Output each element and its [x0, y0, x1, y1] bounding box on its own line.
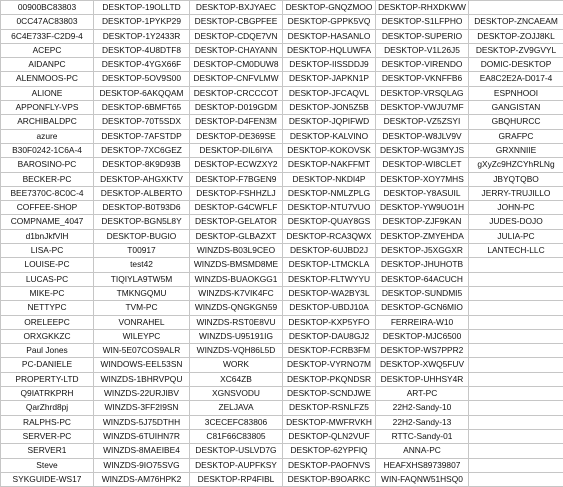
table-cell[interactable]: DESKTOP-F7BGEN9: [190, 172, 283, 186]
table-cell[interactable]: DESKTOP-D4FEN3M: [190, 115, 283, 129]
table-cell[interactable]: DESKTOP-SUPERIO: [376, 29, 469, 43]
table-row: [1, 329, 563, 343]
table-cell[interactable]: DESKTOP-LTMCKLA: [283, 258, 376, 272]
table-cell[interactable]: DESKTOP-USLVD7G: [190, 444, 283, 458]
table-row: [1, 158, 563, 172]
table-cell[interactable]: EA8C2E2A-D017-4: [469, 72, 563, 86]
table-cell[interactable]: WINZDS-AM76HPK2: [94, 472, 190, 486]
table-cell[interactable]: WINDOWS-EEL53SN: [94, 358, 190, 372]
table-cell[interactable]: LISA-PC: [1, 244, 94, 258]
table-cell[interactable]: azure: [1, 129, 94, 143]
table-row: [1, 15, 563, 29]
table-cell[interactable]: WINZDS-3FF2I9SN: [94, 401, 190, 415]
table-cell[interactable]: DESKTOP-GCN6MIO: [376, 301, 469, 315]
table-cell[interactable]: [469, 258, 563, 272]
table-cell[interactable]: DESKTOP-KOKOVSK: [283, 143, 376, 157]
table-row: [1, 72, 563, 86]
table-cell[interactable]: [469, 458, 563, 472]
table-cell[interactable]: WINZDS-22URJIBV: [94, 387, 190, 401]
table-cell[interactable]: DESKTOP-62YPFIQ: [283, 444, 376, 458]
table-row: [1, 1, 563, 15]
table-cell[interactable]: DESKTOP-4YGX66F: [94, 58, 190, 72]
table-cell[interactable]: WINZDS-VQH86L5D: [190, 344, 283, 358]
table-cell[interactable]: DESKTOP-V1L26J5: [376, 43, 469, 57]
table-row: [1, 201, 563, 215]
table-cell[interactable]: DESKTOP-JFCAQVL: [283, 86, 376, 100]
table-cell[interactable]: XC64ZB: [190, 372, 283, 386]
table-cell[interactable]: 0CC47AC83803: [1, 15, 94, 29]
table-cell[interactable]: DESKTOP-MWFRVKH: [283, 415, 376, 429]
table-cell[interactable]: [469, 344, 563, 358]
table-cell[interactable]: DESKTOP-BUGIO: [94, 229, 190, 243]
table-cell[interactable]: DESKTOP-ZV9GVYL: [469, 43, 563, 57]
table-cell[interactable]: DESKTOP-KXP5YFO: [283, 315, 376, 329]
table-cell[interactable]: DESKTOP-4U8DTF8: [94, 43, 190, 57]
table-cell[interactable]: WINZDS-6TUIHN7R: [94, 429, 190, 443]
table-cell[interactable]: DESKTOP-5OV9S00: [94, 72, 190, 86]
table-cell[interactable]: ART-PC: [376, 387, 469, 401]
table-cell[interactable]: DESKTOP-VYRNO7M: [283, 358, 376, 372]
table-cell[interactable]: DESKTOP-SCNDJWE: [283, 387, 376, 401]
table-cell[interactable]: C81F66C83805: [190, 429, 283, 443]
table-cell[interactable]: DESKTOP-DIL6IYA: [190, 143, 283, 157]
table-row: [1, 415, 563, 429]
table-cell[interactable]: DESKTOP-RCA3QWX: [283, 229, 376, 243]
table-cell[interactable]: DESKTOP-CHAYANN: [190, 43, 283, 57]
table-cell[interactable]: COMPNAME_4047: [1, 215, 94, 229]
table-cell[interactable]: DESKTOP-GPPK5VQ: [283, 15, 376, 29]
table-row: [1, 115, 563, 129]
table-cell[interactable]: LOUISE-PC: [1, 258, 94, 272]
table-row: [1, 286, 563, 300]
table-cell[interactable]: JBYQTQBO: [469, 172, 563, 186]
table-cell[interactable]: DESKTOP-ALBERTO: [94, 186, 190, 200]
table-cell[interactable]: DESKTOP-CBGPFEE: [190, 15, 283, 29]
table-cell[interactable]: DESKTOP-VZ5ZSYI: [376, 115, 469, 129]
table-cell[interactable]: DOMIC-DESKTOP: [469, 58, 563, 72]
table-cell[interactable]: PROPERTY-LTD: [1, 372, 94, 386]
table-cell[interactable]: DESKTOP-CDQE7VN: [190, 29, 283, 43]
table-cell[interactable]: 6C4E733F-C2D9-4: [1, 29, 94, 43]
table-cell[interactable]: B30F0242-1C6A-4: [1, 143, 94, 157]
table-cell[interactable]: FERREIRA-W10: [376, 315, 469, 329]
table-cell[interactable]: DESKTOP-6BMFT65: [94, 101, 190, 115]
table-cell[interactable]: DESKTOP-JAPKN1P: [283, 72, 376, 86]
table-cell[interactable]: XGNSVODU: [190, 387, 283, 401]
table-cell[interactable]: DESKTOP-FLTWYYU: [283, 272, 376, 286]
table-cell[interactable]: WINZDS-8MAEIBE4: [94, 444, 190, 458]
table-cell[interactable]: BECKER-PC: [1, 172, 94, 186]
table-row: [1, 58, 563, 72]
table-row: [1, 143, 563, 157]
table-cell[interactable]: [469, 272, 563, 286]
table-row: [1, 86, 563, 100]
table-cell[interactable]: DESKTOP-MJC6500: [376, 329, 469, 343]
table-cell[interactable]: COFFEE-SHOP: [1, 201, 94, 215]
table-cell[interactable]: DESKTOP-FSHHZLJ: [190, 186, 283, 200]
table-cell[interactable]: 22H2-Sandy-13: [376, 415, 469, 429]
table-cell[interactable]: DESKTOP-RSNLFZ5: [283, 401, 376, 415]
table-cell[interactable]: DESKTOP-W8JLV9V: [376, 129, 469, 143]
table-cell[interactable]: DESKTOP-1PYKP29: [94, 15, 190, 29]
table-cell[interactable]: WINZDS-BMSMD8ME: [190, 258, 283, 272]
table-cell[interactable]: [469, 358, 563, 372]
table-row: [1, 429, 563, 443]
table-cell[interactable]: GBQHURCC: [469, 115, 563, 129]
table-row: [1, 272, 563, 286]
table-cell[interactable]: DESKTOP-8K9D93B: [94, 158, 190, 172]
table-cell[interactable]: VONRAHEL: [94, 315, 190, 329]
table-cell[interactable]: BAROSINO-PC: [1, 158, 94, 172]
table-cell[interactable]: DESKTOP-ZJF9KAN: [376, 215, 469, 229]
table-cell[interactable]: DESKTOP-7XC6GEZ: [94, 143, 190, 157]
table-cell[interactable]: LUCAS-PC: [1, 272, 94, 286]
table-cell[interactable]: DESKTOP-G4CWFLF: [190, 201, 283, 215]
table-cell[interactable]: DESKTOP-GELATOR: [190, 215, 283, 229]
table-cell[interactable]: DESKTOP-PKQNDSR: [283, 372, 376, 386]
table-row: [1, 129, 563, 143]
table-row: [1, 344, 563, 358]
table-cell[interactable]: ESPNHOOI: [469, 86, 563, 100]
table-cell[interactable]: MIKE-PC: [1, 286, 94, 300]
table-cell[interactable]: ORELEEPC: [1, 315, 94, 329]
table-row: [1, 215, 563, 229]
table-cell[interactable]: DESKTOP-BGN5L8Y: [94, 215, 190, 229]
table-row: [1, 444, 563, 458]
table-row: [1, 172, 563, 186]
table-cell[interactable]: PC-DANIELE: [1, 358, 94, 372]
table-cell[interactable]: DESKTOP-HQLUWFA: [283, 43, 376, 57]
table-cell[interactable]: DESKTOP-VWJU7MF: [376, 101, 469, 115]
table-cell[interactable]: DESKTOP-AHGXKTV: [94, 172, 190, 186]
table-cell[interactable]: GRAFPC: [469, 129, 563, 143]
table-cell[interactable]: WINZDS-5J75DTHH: [94, 415, 190, 429]
table-row: [1, 43, 563, 57]
table-cell[interactable]: [469, 387, 563, 401]
table-cell[interactable]: DESKTOP-XOY7MHS: [376, 172, 469, 186]
table-row: [1, 101, 563, 115]
table-cell[interactable]: DESKTOP-NAKFFMT: [283, 158, 376, 172]
table-cell[interactable]: [469, 1, 563, 15]
table-row: [1, 301, 563, 315]
table-cell[interactable]: d1bnJkfVlH: [1, 229, 94, 243]
table-cell[interactable]: DESKTOP-JHUHOTB: [376, 258, 469, 272]
table-cell[interactable]: RALPHS-PC: [1, 415, 94, 429]
table-cell[interactable]: DESKTOP-AUPFKSY: [190, 458, 283, 472]
table-row: [1, 244, 563, 258]
table-row: [1, 358, 563, 372]
table-cell[interactable]: DESKTOP-B0T93D6: [94, 201, 190, 215]
table-cell[interactable]: DESKTOP-CRCCCOT: [190, 86, 283, 100]
table-cell[interactable]: DESKTOP-BXJYAEC: [190, 1, 283, 15]
table-cell[interactable]: WINZDS-K7VIK4FC: [190, 286, 283, 300]
table-cell[interactable]: TIQIYLA9TW5M: [94, 272, 190, 286]
table-row: [1, 401, 563, 415]
table-cell[interactable]: ACEPC: [1, 43, 94, 57]
table-cell[interactable]: 22H2-Sandy-10: [376, 401, 469, 415]
table-cell[interactable]: DESKTOP-B9OARKC: [283, 472, 376, 486]
table-cell[interactable]: ALENMOOS-PC: [1, 72, 94, 86]
table-cell[interactable]: DESKTOP-VRSQLAG: [376, 86, 469, 100]
table-cell[interactable]: JOHN-PC: [469, 201, 563, 215]
table-cell[interactable]: gXyZc9HZCYhRLNg: [469, 158, 563, 172]
table-cell[interactable]: WINZDS-U95191IG: [190, 329, 283, 343]
table-cell[interactable]: DESKTOP-CM0DUW8: [190, 58, 283, 72]
table-cell[interactable]: WINZDS-BUAOKGG1: [190, 272, 283, 286]
table-cell[interactable]: DESKTOP-NMLZPLG: [283, 186, 376, 200]
table-row: [1, 387, 563, 401]
table-cell[interactable]: DESKTOP-70T5SDX: [94, 115, 190, 129]
table-cell[interactable]: DESKTOP-UHHSY4R: [376, 372, 469, 386]
table-cell[interactable]: [469, 372, 563, 386]
table-row: [1, 372, 563, 386]
table-cell[interactable]: WIN-5E07COS9ALR: [94, 344, 190, 358]
table-cell[interactable]: GANGISTAN: [469, 101, 563, 115]
table-cell[interactable]: LANTECH-LLC: [469, 244, 563, 258]
table-cell[interactable]: DESKTOP-Y8ASUIL: [376, 186, 469, 200]
table-cell[interactable]: WINZDS-9IO75SVG: [94, 458, 190, 472]
table-cell[interactable]: ANNA-PC: [376, 444, 469, 458]
table-cell[interactable]: [469, 472, 563, 486]
table-cell[interactable]: ARCHIBALDPC: [1, 115, 94, 129]
table-row: [1, 472, 563, 486]
table-cell[interactable]: DESKTOP-6UJBD2J: [283, 244, 376, 258]
table-cell[interactable]: DESKTOP-RHXDKWW: [376, 1, 469, 15]
table-cell[interactable]: DESKTOP-YW9UO1H: [376, 201, 469, 215]
table-cell[interactable]: test42: [94, 258, 190, 272]
table-cell[interactable]: DESKTOP-QUAY8GS: [283, 215, 376, 229]
table-cell[interactable]: T00917: [94, 244, 190, 258]
table-row: [1, 229, 563, 243]
table-cell[interactable]: DESKTOP-ZOJJ8KL: [469, 29, 563, 43]
table-cell[interactable]: WINZDS-QNGKGN59: [190, 301, 283, 315]
table-cell[interactable]: DESKTOP-1Y2433R: [94, 29, 190, 43]
table-cell[interactable]: AIDANPC: [1, 58, 94, 72]
table-cell[interactable]: WORK: [190, 358, 283, 372]
table-body: [1, 1, 563, 487]
table-cell[interactable]: SERVER-PC: [1, 429, 94, 443]
table-cell[interactable]: [469, 401, 563, 415]
table-row: [1, 458, 563, 472]
table-row: [1, 29, 563, 43]
table-cell[interactable]: TVM-PC: [94, 301, 190, 315]
table-cell[interactable]: DESKTOP-JON5Z5B: [283, 101, 376, 115]
table-cell[interactable]: DESKTOP-D019GDM: [190, 101, 283, 115]
table-cell[interactable]: WINZDS-B03L9CEO: [190, 244, 283, 258]
table-cell[interactable]: JULIA-PC: [469, 229, 563, 243]
table-cell[interactable]: [469, 444, 563, 458]
table-cell[interactable]: SYKGUIDE-WS17: [1, 472, 94, 486]
table-cell[interactable]: ZELJAVA: [190, 401, 283, 415]
table-cell[interactable]: [469, 301, 563, 315]
table-cell[interactable]: [469, 286, 563, 300]
table-cell[interactable]: DESKTOP-CNFVLMW: [190, 72, 283, 86]
table-cell[interactable]: ALIONE: [1, 86, 94, 100]
table-cell[interactable]: DESKTOP-64ACUCH: [376, 272, 469, 286]
table-cell[interactable]: DESKTOP-JQPIFWD: [283, 115, 376, 129]
table-cell[interactable]: 3CECEFC83806: [190, 415, 283, 429]
table-cell[interactable]: GRXNNIIE: [469, 143, 563, 157]
table-cell[interactable]: BEE7370C-8C0C-4: [1, 186, 94, 200]
table-cell[interactable]: [469, 329, 563, 343]
table-cell[interactable]: 00900BC83803: [1, 1, 94, 15]
table-cell[interactable]: DESKTOP-NKDI4P: [283, 172, 376, 186]
table-cell[interactable]: DESKTOP-ECWZXY2: [190, 158, 283, 172]
table-cell[interactable]: DESKTOP-HASANLO: [283, 29, 376, 43]
table-cell[interactable]: DESKTOP-ZMYEHDA: [376, 229, 469, 243]
table-cell[interactable]: Steve: [1, 458, 94, 472]
table-cell[interactable]: Paul Jones: [1, 344, 94, 358]
table-cell[interactable]: DESKTOP-VIRENDO: [376, 58, 469, 72]
table-cell[interactable]: DESKTOP-S1LFPHO: [376, 15, 469, 29]
table-row: [1, 186, 563, 200]
table-cell[interactable]: RTTC-Sandy-01: [376, 429, 469, 443]
table-cell[interactable]: SERVER1: [1, 444, 94, 458]
table-cell[interactable]: DESKTOP-KALVINO: [283, 129, 376, 143]
table-cell[interactable]: DESKTOP-DAU8GJ2: [283, 329, 376, 343]
table-cell[interactable]: DESKTOP-SUNDMI5: [376, 286, 469, 300]
table-cell[interactable]: DESKTOP-PAOFNVS: [283, 458, 376, 472]
table-cell[interactable]: DESKTOP-VKNFFB6: [376, 72, 469, 86]
table-cell[interactable]: [469, 315, 563, 329]
table-cell[interactable]: DESKTOP-WA2BY3L: [283, 286, 376, 300]
table-cell[interactable]: DESKTOP-7AFSTDP: [94, 129, 190, 143]
table-cell[interactable]: DESKTOP-QLN2VUF: [283, 429, 376, 443]
table-cell[interactable]: DESKTOP-GLBAZXT: [190, 229, 283, 243]
table-row: [1, 315, 563, 329]
table-cell[interactable]: DESKTOP-RP4FIBL: [190, 472, 283, 486]
table-cell[interactable]: WIN-FAQNW51HSQ0: [376, 472, 469, 486]
table-cell[interactable]: DESKTOP-GNQZMOO: [283, 1, 376, 15]
table-cell[interactable]: JERRY-TRUJILLO: [469, 186, 563, 200]
table-cell[interactable]: DESKTOP-WI8CLET: [376, 158, 469, 172]
table-cell[interactable]: ORXGKKZC: [1, 329, 94, 343]
table-cell[interactable]: HEAFXHS89739807: [376, 458, 469, 472]
table-cell[interactable]: DESKTOP-DE369SE: [190, 129, 283, 143]
table-cell[interactable]: DESKTOP-IISSDDJ9: [283, 58, 376, 72]
table-cell[interactable]: [469, 415, 563, 429]
table-cell[interactable]: DESKTOP-NTU7VUO: [283, 201, 376, 215]
table-cell[interactable]: WINZDS-RST0E8VU: [190, 315, 283, 329]
table-cell[interactable]: QarZhrd8pj: [1, 401, 94, 415]
table-cell[interactable]: DESKTOP-WG3MYJS: [376, 143, 469, 157]
table-cell[interactable]: TMKNGQMU: [94, 286, 190, 300]
table-cell[interactable]: DESKTOP-ZNCAEAM: [469, 15, 563, 29]
table-cell[interactable]: DESKTOP-WS7PPR2: [376, 344, 469, 358]
table-cell[interactable]: DESKTOP-XWQ5FUV: [376, 358, 469, 372]
table-cell[interactable]: JUDES-DOJO: [469, 215, 563, 229]
table-cell[interactable]: NETTYPC: [1, 301, 94, 315]
table-cell[interactable]: WILEYPC: [94, 329, 190, 343]
table-row: [1, 258, 563, 272]
table-cell[interactable]: DESKTOP-19OLLTD: [94, 1, 190, 15]
table-cell[interactable]: DESKTOP-UBDJ10A: [283, 301, 376, 315]
table-cell[interactable]: DESKTOP-6AKQQAM: [94, 86, 190, 100]
table-cell[interactable]: WINZDS-1BHRVPQU: [94, 372, 190, 386]
table-cell[interactable]: DESKTOP-J5XGGXR: [376, 244, 469, 258]
table-cell[interactable]: [469, 429, 563, 443]
table-cell[interactable]: DESKTOP-FCRB3FM: [283, 344, 376, 358]
table-cell[interactable]: APPONFLY-VPS: [1, 101, 94, 115]
table-cell[interactable]: Q9IATRKPRH: [1, 387, 94, 401]
